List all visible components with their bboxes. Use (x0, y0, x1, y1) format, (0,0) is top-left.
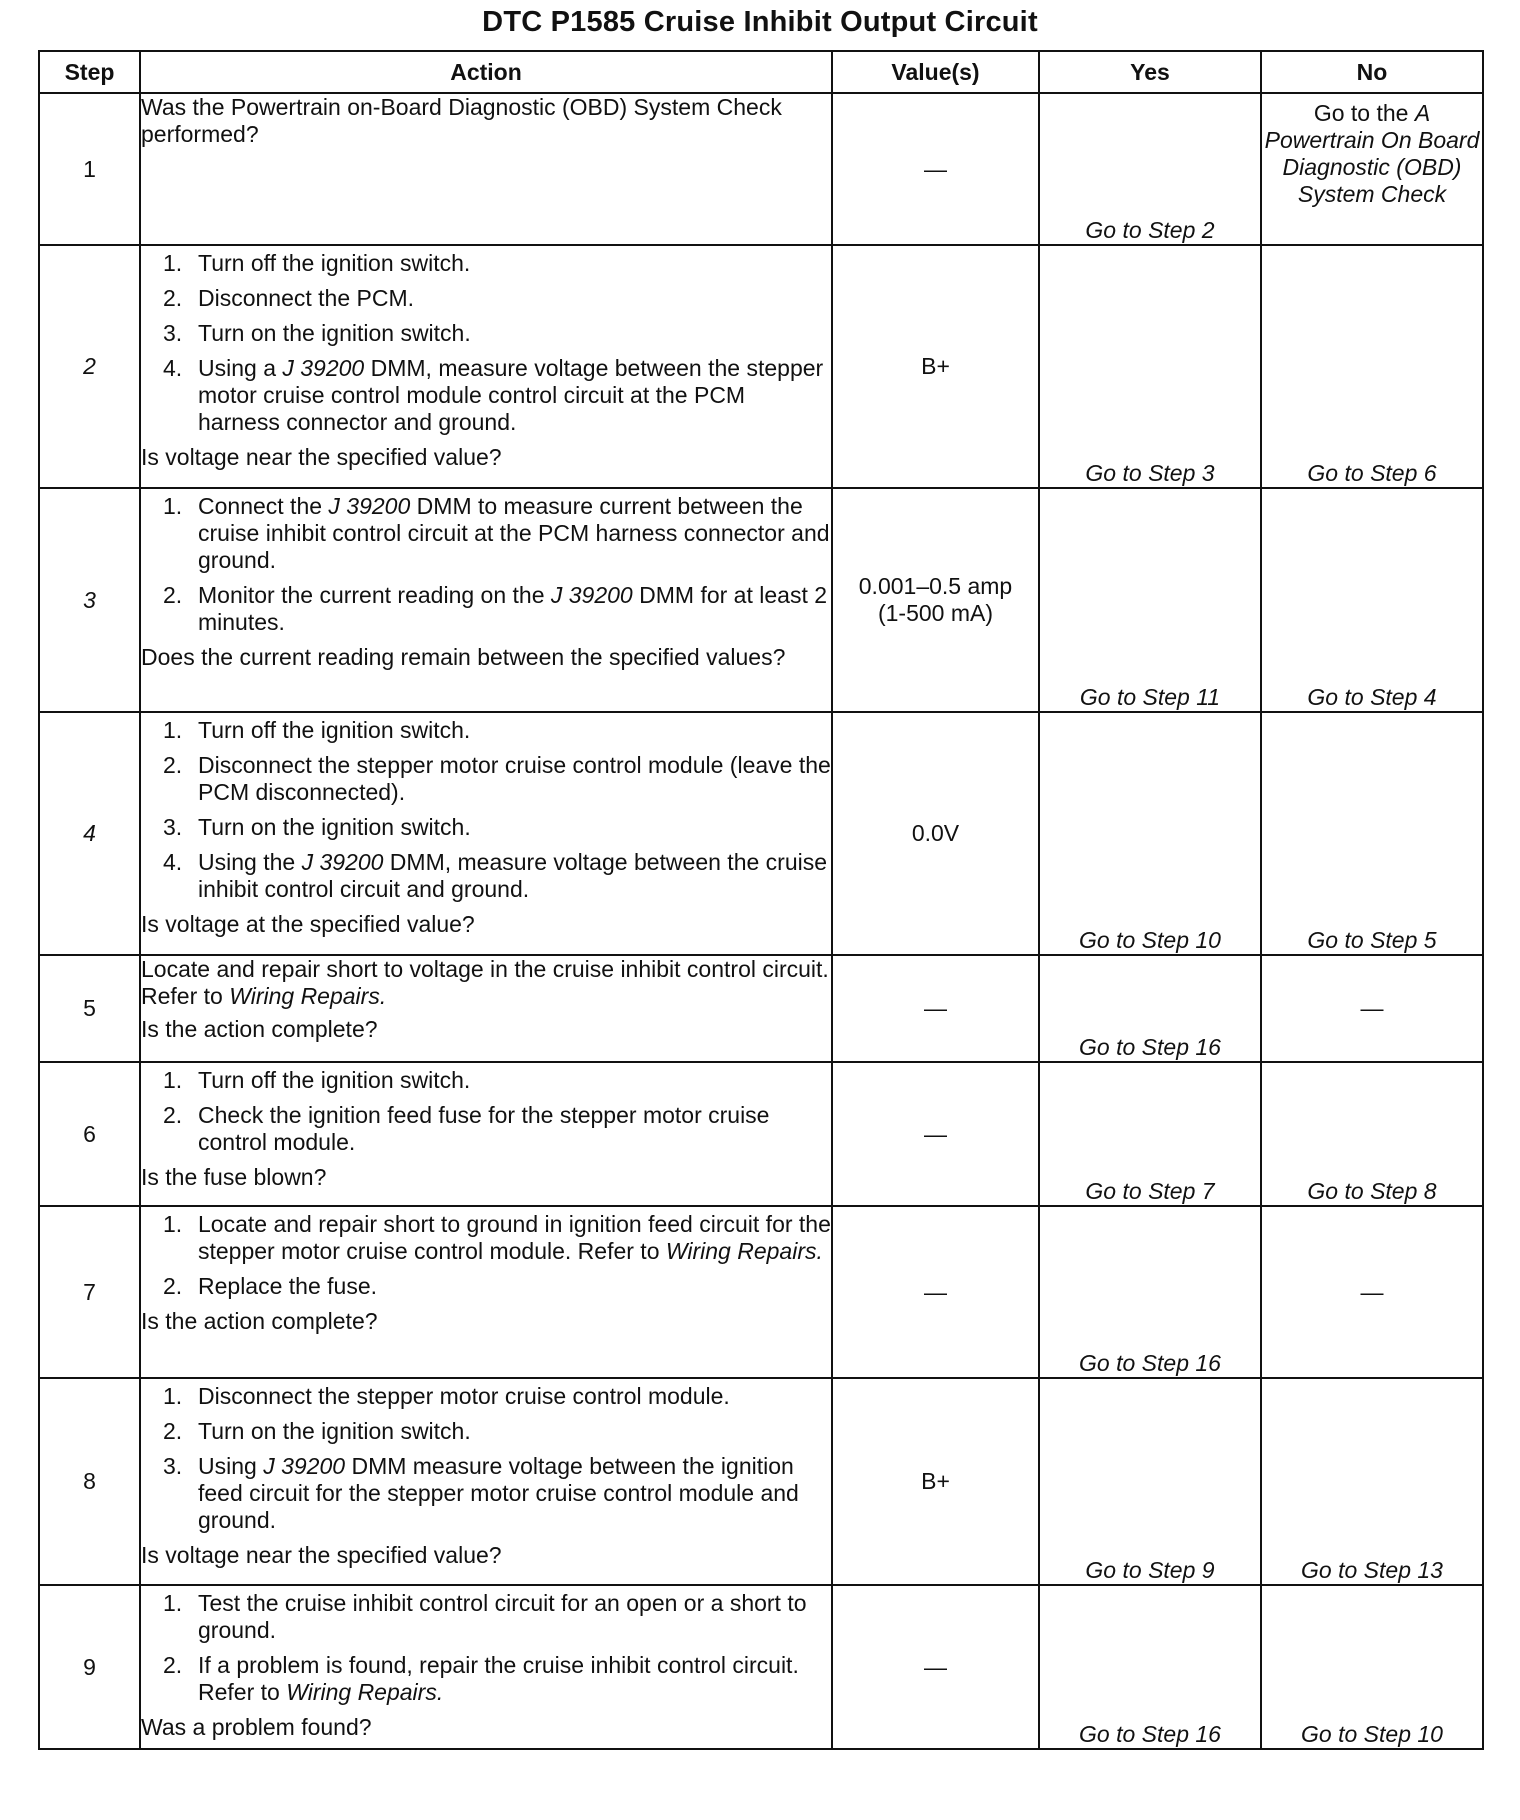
no-cell: Go to Step 13 (1261, 1378, 1483, 1585)
no-cell: Go to Step 8 (1261, 1062, 1483, 1206)
no-prefix: Go to the (1313, 100, 1415, 126)
tool-name: J 39200 (550, 582, 633, 608)
yes-cell: Go to Step 11 (1039, 488, 1261, 712)
action-item: 1. Locate and repair short to ground in ignition feed circuit for the stepper motor cruise control module. Refer to Wiring Repairs. (163, 1211, 831, 1264)
tool-name: J 39200 (328, 493, 411, 519)
action-cell (140, 712, 832, 955)
tool-name: J 39200 (263, 1453, 346, 1479)
step-number: 4 (39, 712, 140, 955)
step-number: 7 (39, 1206, 140, 1378)
action-question: Is the action complete? (141, 1016, 378, 1042)
no-cell: Go to Step 6 (1261, 245, 1483, 488)
value-cell: — (832, 93, 1039, 245)
action-question: Was a problem found? (141, 1714, 372, 1740)
table-row (39, 488, 1483, 712)
action-cell (140, 488, 832, 712)
value-cell: — (832, 955, 1039, 1062)
step-number: 2 (39, 245, 140, 488)
action-question: Is voltage near the specified value? (141, 1542, 502, 1568)
yes-cell: Go to Step 7 (1039, 1062, 1261, 1206)
diagnostic-table (38, 50, 1484, 1750)
action-cell (140, 1585, 832, 1749)
action-item: 2. Disconnect the PCM. (163, 285, 415, 311)
table-row (39, 93, 1483, 245)
value-cell: B+ (832, 1378, 1039, 1585)
step-number: 8 (39, 1378, 140, 1585)
step-number: 1 (39, 93, 140, 245)
action-item: 2. Disconnect the stepper motor cruise control module (leave the PCM disconnected). (163, 752, 831, 805)
action-question: Is voltage at the specified value? (141, 911, 475, 937)
header-yes: Yes (1039, 51, 1261, 93)
value-cell: 0.0V (832, 712, 1039, 955)
action-question: Was the Powertrain on-Board Diagnostic (OBD) System Check performed? (141, 94, 782, 147)
table-row (39, 1206, 1483, 1378)
tool-name: J 39200 (282, 355, 365, 381)
action-item: 4. Using the J 39200 DMM, measure voltage between the cruise inhibit control circuit and ground. (163, 849, 828, 902)
yes-cell: Go to Step 10 (1039, 712, 1261, 955)
yes-cell: Go to Step 3 (1039, 245, 1261, 488)
value-cell: — (832, 1206, 1039, 1378)
action-cell (140, 1206, 832, 1378)
no-reference: A Powertrain On Board Diagnostic (OBD) System Check (1264, 100, 1480, 207)
action-item: 2. Monitor the current reading on the J 39200 DMM for at least 2 minutes. (163, 582, 828, 635)
action-item: 2. Check the ignition feed fuse for the stepper motor cruise control module. (163, 1102, 770, 1155)
reference-link: Wiring Repairs. (665, 1238, 823, 1264)
no-cell: Go to Step 10 (1261, 1585, 1483, 1749)
no-cell: Go to Step 5 (1261, 712, 1483, 955)
header-step: Step (39, 51, 140, 93)
action-question: Is the fuse blown? (141, 1164, 327, 1190)
action-cell (140, 93, 832, 245)
value-cell: B+ (832, 245, 1039, 488)
action-item: 3. Turn on the ignition switch. (163, 320, 471, 346)
step-number: 9 (39, 1585, 140, 1749)
table-row (39, 955, 1483, 1062)
value-primary: 0.001–0.5 amp (858, 573, 1013, 599)
yes-cell: Go to Step 16 (1039, 955, 1261, 1062)
action-cell (140, 245, 832, 488)
action-item: 3. Using J 39200 DMM measure voltage between the ignition feed circuit for the stepper motor cruise control module and ground. (163, 1453, 799, 1533)
step-number: 3 (39, 488, 140, 712)
reference-link: Wiring Repairs. (229, 983, 387, 1009)
action-item: 2. Replace the fuse. (163, 1273, 378, 1299)
action-item: 1. Turn off the ignition switch. (163, 250, 471, 276)
action-question: Does the current reading remain between the specified values? (141, 644, 786, 670)
page-title: DTC P1585 Cruise Inhibit Output Circuit (482, 6, 1038, 38)
header-action: Action (140, 51, 832, 93)
no-cell: — (1261, 1206, 1483, 1378)
yes-cell: Go to Step 16 (1039, 1206, 1261, 1378)
reference-link: Wiring Repairs. (286, 1679, 444, 1705)
action-question: Is voltage near the specified value? (141, 444, 502, 470)
header-values: Value(s) (832, 51, 1039, 93)
yes-cell: Go to Step 2 (1039, 93, 1261, 245)
action-cell (140, 955, 832, 1062)
step-number: 6 (39, 1062, 140, 1206)
yes-cell: Go to Step 16 (1039, 1585, 1261, 1749)
action-item: 1. Turn off the ignition switch. (163, 717, 471, 743)
action-cell (140, 1062, 832, 1206)
table-row (39, 712, 1483, 955)
value-cell: — (832, 1062, 1039, 1206)
action-question: Is the action complete? (141, 1308, 378, 1334)
action-text: Locate and repair short to voltage in the cruise inhibit control circuit. Refer to Wiring Repairs. (141, 956, 829, 1009)
header-row (39, 51, 1483, 93)
table-row (39, 1378, 1483, 1585)
step-number: 5 (39, 955, 140, 1062)
action-item: 4. Using a J 39200 DMM, measure voltage between the stepper motor cruise control module control circuit at the PCM harness connector and ground. (163, 355, 824, 435)
no-cell (1261, 93, 1483, 245)
action-item: 2. If a problem is found, repair the cruise inhibit control circuit. Refer to Wiring Repairs. (163, 1652, 799, 1705)
value-cell (832, 488, 1039, 712)
action-item: 2. Turn on the ignition switch. (163, 1418, 471, 1444)
value-secondary: (1-500 mA) (877, 600, 994, 626)
table-row (39, 245, 1483, 488)
action-cell (140, 1378, 832, 1585)
tool-name: J 39200 (301, 849, 384, 875)
header-no: No (1261, 51, 1483, 93)
table-row (39, 1585, 1483, 1749)
action-item: 1. Turn off the ignition switch. (163, 1067, 471, 1093)
yes-cell: Go to Step 9 (1039, 1378, 1261, 1585)
no-cell: Go to Step 4 (1261, 488, 1483, 712)
action-item: 3. Turn on the ignition switch. (163, 814, 471, 840)
action-item: 1. Test the cruise inhibit control circuit for an open or a short to ground. (163, 1590, 807, 1643)
no-cell: — (1261, 955, 1483, 1062)
action-item: 1. Disconnect the stepper motor cruise control module. (163, 1383, 730, 1409)
value-cell: — (832, 1585, 1039, 1749)
action-item: 1. Connect the J 39200 DMM to measure current between the cruise inhibit control circuit at the PCM harness connector and ground. (163, 493, 830, 573)
table-row (39, 1062, 1483, 1206)
